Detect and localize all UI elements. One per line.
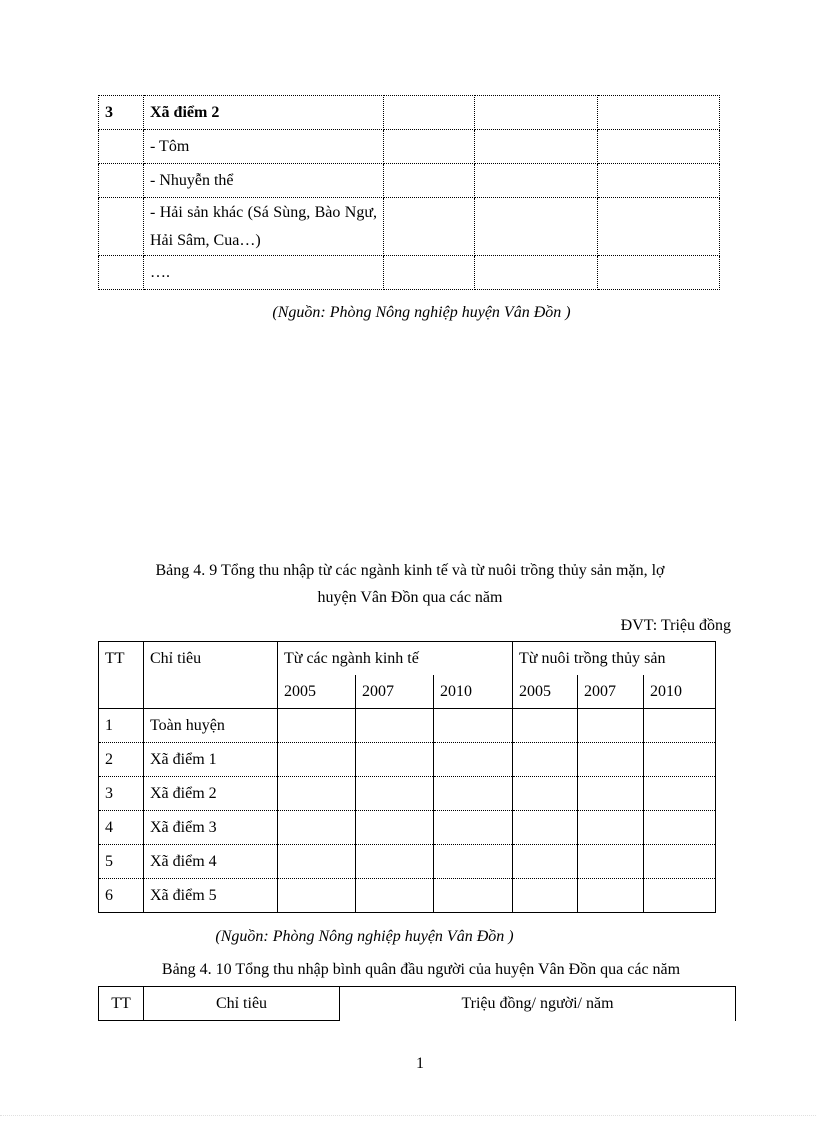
empty-cell <box>598 198 720 256</box>
table-row <box>99 164 720 198</box>
header-tt: TT <box>99 642 144 676</box>
empty-cell <box>434 811 513 845</box>
empty-cell <box>644 743 716 777</box>
header-unit: Triệu đồng/ người/ năm <box>340 987 736 1021</box>
empty-cell <box>475 96 598 130</box>
row-label: Xã điểm 2 <box>144 96 384 130</box>
header-chi-tieu: Chỉ tiêu <box>144 987 340 1021</box>
empty-cell <box>598 96 720 130</box>
row-label: Xã điểm 4 <box>144 845 278 879</box>
row-number <box>99 164 144 198</box>
empty-cell <box>598 164 720 198</box>
row-number: 4 <box>99 811 144 845</box>
row-label: Toàn huyện <box>144 709 278 743</box>
table-header-row <box>99 987 736 1021</box>
table-title-line2: huyện Vân Đồn qua các năm <box>317 589 503 606</box>
table-row <box>99 845 716 879</box>
header-year: 2005 <box>278 675 356 709</box>
empty-cell <box>384 130 475 164</box>
empty-cell <box>644 777 716 811</box>
empty-cell <box>384 256 475 290</box>
header-year: 2007 <box>578 675 644 709</box>
empty-cell <box>475 256 598 290</box>
empty-cell <box>644 811 716 845</box>
header-group-aquaculture: Từ nuôi trồng thủy sản <box>513 642 716 676</box>
row-label: - Nhuyễn thể <box>144 164 384 198</box>
row-label: Xã điểm 1 <box>144 743 278 777</box>
empty-cell <box>475 130 598 164</box>
header-tt: TT <box>99 987 144 1021</box>
row-label: - Tôm <box>144 130 384 164</box>
table-row <box>99 811 716 845</box>
row-number: 3 <box>99 96 144 130</box>
empty-cell <box>356 743 434 777</box>
empty-cell <box>644 709 716 743</box>
empty-cell <box>598 256 720 290</box>
empty-cell <box>513 811 578 845</box>
row-label: Xã điểm 3 <box>144 811 278 845</box>
row-number <box>99 198 144 256</box>
row-label: - Hải sản khác (Sá Sùng, Bào Ngư, Hải Sâm, Cua…) <box>144 198 384 256</box>
empty-cell <box>356 811 434 845</box>
row-number: 2 <box>99 743 144 777</box>
table-row <box>99 879 716 913</box>
table-title: Bảng 4. 10 Tổng thu nhập bình quân đầu người của huyện Vân Đồn qua các năm <box>161 961 681 978</box>
empty-cell <box>356 879 434 913</box>
empty-cell <box>434 709 513 743</box>
page-number: 1 <box>416 1055 424 1072</box>
empty-cell <box>513 777 578 811</box>
row-label: …. <box>144 256 384 290</box>
table-title-line1: Bảng 4. 9 Tổng thu nhập từ các ngành kinh tế và từ nuôi trồng thủy sản mặn, lợ <box>155 562 665 579</box>
table-row <box>99 777 716 811</box>
empty-cell <box>513 879 578 913</box>
header-group-economy: Từ các ngành kinh tế <box>278 642 513 676</box>
unit-label: ĐVT: Triệu đồng <box>620 617 731 634</box>
empty-cell <box>578 777 644 811</box>
page-footer-divider <box>0 1115 816 1116</box>
income-table <box>98 641 716 913</box>
row-number: 5 <box>99 845 144 879</box>
empty-cell <box>278 811 356 845</box>
empty-cell <box>578 879 644 913</box>
table-row <box>99 96 720 130</box>
empty-cell <box>434 743 513 777</box>
empty-cell <box>475 198 598 256</box>
table-header-row <box>99 642 716 676</box>
empty-cell <box>513 845 578 879</box>
row-number <box>99 130 144 164</box>
empty-cell <box>384 198 475 256</box>
table-header-years-row <box>99 675 716 709</box>
table-row <box>99 256 720 290</box>
empty-cell <box>434 777 513 811</box>
row-number <box>99 256 144 290</box>
per-capita-income-table <box>98 986 736 1021</box>
row-number: 1 <box>99 709 144 743</box>
empty-cell <box>578 709 644 743</box>
table-row <box>99 709 716 743</box>
row-label: Xã điểm 5 <box>144 879 278 913</box>
empty-cell <box>578 743 644 777</box>
header-tt-cont <box>99 675 144 709</box>
empty-cell <box>513 709 578 743</box>
empty-cell <box>513 743 578 777</box>
empty-cell <box>278 743 356 777</box>
table-row <box>99 743 716 777</box>
row-number: 3 <box>99 777 144 811</box>
empty-cell <box>278 879 356 913</box>
header-chi-tieu: Chỉ tiêu <box>144 642 278 676</box>
header-year: 2007 <box>356 675 434 709</box>
table-source-caption: (Nguồn: Phòng Nông nghiệp huyện Vân Đồn ) <box>215 928 514 945</box>
empty-cell <box>278 709 356 743</box>
header-year: 2005 <box>513 675 578 709</box>
table-row <box>99 198 720 256</box>
empty-cell <box>384 96 475 130</box>
empty-cell <box>278 845 356 879</box>
empty-cell <box>578 811 644 845</box>
empty-cell <box>644 879 716 913</box>
empty-cell <box>475 164 598 198</box>
header-year: 2010 <box>644 675 716 709</box>
header-chi-tieu-cont <box>144 675 278 709</box>
row-number: 6 <box>99 879 144 913</box>
empty-cell <box>356 845 434 879</box>
empty-cell <box>434 879 513 913</box>
empty-cell <box>434 845 513 879</box>
empty-cell <box>578 845 644 879</box>
row-label: Xã điểm 2 <box>144 777 278 811</box>
empty-cell <box>384 164 475 198</box>
empty-cell <box>644 845 716 879</box>
table-source-caption: (Nguồn: Phòng Nông nghiệp huyện Vân Đồn ) <box>272 304 571 321</box>
livestock-table-continued <box>98 95 720 290</box>
empty-cell <box>356 777 434 811</box>
empty-cell <box>278 777 356 811</box>
table-row <box>99 130 720 164</box>
header-year: 2010 <box>434 675 513 709</box>
empty-cell <box>356 709 434 743</box>
empty-cell <box>598 130 720 164</box>
